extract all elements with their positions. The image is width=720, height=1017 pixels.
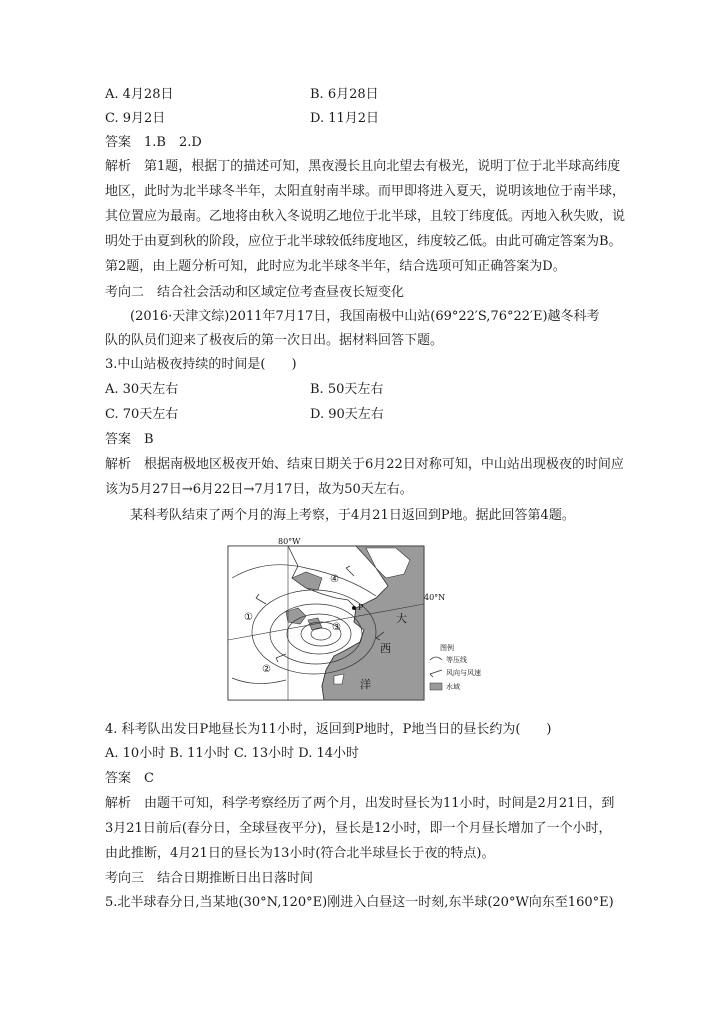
option-d: D. 11月2日 [310, 111, 380, 126]
option-a: A. 30天左右 [105, 382, 179, 397]
circle-label: ③ [332, 622, 341, 633]
q12-analysis-line: 解析 第1题，根据丁的描述可知，黑夜漫长且向北望去有极光，说明丁位于北半球高纬度 [105, 159, 621, 174]
island [334, 674, 344, 684]
q12-options-row2 [105, 109, 380, 129]
circle-label: ④ [330, 574, 339, 585]
q3-analysis-line: 该为5月27日→6月22日→7月17日，故为50天左右。 [105, 482, 413, 497]
q12-options-row1 [105, 85, 379, 105]
pressure-map-figure [226, 538, 498, 706]
ocean-char: 大 [396, 612, 407, 625]
q4-analysis-line: 解析 由题干可知，科学考察经历了两个月，出发时昼长为11小时，时间是2月21日，到 [105, 796, 615, 811]
q3-options-row1 [105, 380, 384, 400]
latitude-label: 40°N [424, 593, 446, 602]
q3-stem: 3.中山站极夜持续的时间是( ) [105, 357, 297, 372]
ocean-char: 西 [380, 642, 391, 655]
q12-answer: 答案 1.B 2.D [105, 135, 202, 150]
option-d: D. 90天左右 [310, 407, 384, 422]
q4-options: A. 10小时 B. 11小时 C. 13小时 D. 14小时 [105, 746, 360, 761]
section-title: 考向二 结合社会活动和区域定位考查昼夜长短变化 [105, 285, 405, 300]
point-p-marker [352, 606, 356, 610]
circle-label: ② [262, 664, 271, 675]
q12-analysis-line: 第2题，由上题分析可知，此时应为北半球冬半年，结合选项可知正确答案为D。 [105, 259, 566, 274]
point-p-label: P [358, 603, 364, 612]
option-c: C. 9月2日 [105, 111, 166, 126]
longitude-label: 80°W [278, 538, 301, 546]
q12-analysis-line: 明处于由夏到秋的阶段，应位于北半球较低纬度地区，纬度较乙低。由此可确定答案为B。 [105, 234, 622, 249]
option-c: C. 70天左右 [105, 407, 179, 422]
ocean-char: 洋 [360, 678, 371, 691]
circle-label: ① [244, 612, 253, 623]
legend-item: 等压线 [446, 656, 467, 664]
q4-analysis-line: 由此推断，4月21日的昼长为13小时(符合北半球昼长于夜的特点)。 [105, 846, 495, 861]
q5-stem: 5.北半球春分日,当某地(30°N,120°E)刚进入白昼这一时刻,东半球(20°W向东至160°E) [105, 895, 614, 910]
q3-analysis-line: 解析 根据南极地区极夜开始、结束日期关于6月22日对称可知，中山站出现极夜的时间应 [105, 457, 624, 472]
option-b: B. 6月28日 [310, 87, 379, 102]
legend-title: 图例 [440, 644, 454, 652]
q12-analysis-line: 其位置应为最南。乙地将由秋入冬说明乙地位于北半球，且较丁纬度低。丙地入秋失败，说 [105, 209, 626, 224]
q4-stem: 4. 科考队出发日P地昼长为11小时，返回到P地时，P地当日的昼长约为( ) [105, 722, 552, 737]
q3-intro-line: (2016·天津文综)2011年7月17日，我国南极中山站(69°22′S,76°22′E)越冬科考 [130, 309, 600, 324]
pressure-map [226, 538, 498, 706]
option-b: B. 50天左右 [310, 382, 384, 397]
legend-item: 风向与风速 [446, 669, 481, 677]
q4-answer: 答案 C [105, 771, 154, 786]
q12-analysis-line: 地区，此时为北半球冬半年，太阳直射南半球。而甲即将进入夏天，说明该地位于南半球， [105, 184, 626, 199]
legend-item: 水域 [446, 683, 460, 691]
q4-intro: 某科考队结束了两个月的海上考察，于4月21日返回到P地。据此回答第4题。 [130, 508, 575, 523]
q3-options-row2 [105, 405, 384, 425]
section-title: 考向三 结合日期推断日出日落时间 [105, 871, 314, 886]
q3-intro-line: 队的队员们迎来了极夜后的第一次日出。据材料回答下题。 [105, 333, 444, 348]
q3-answer: 答案 B [105, 432, 154, 447]
option-a: A. 4月28日 [105, 87, 174, 102]
q4-analysis-line: 3月21日前后(春分日，全球昼夜平分)，昼长是12小时，即一个月昼长增加了一个小时， [105, 821, 612, 836]
water-legend-icon [430, 683, 442, 690]
